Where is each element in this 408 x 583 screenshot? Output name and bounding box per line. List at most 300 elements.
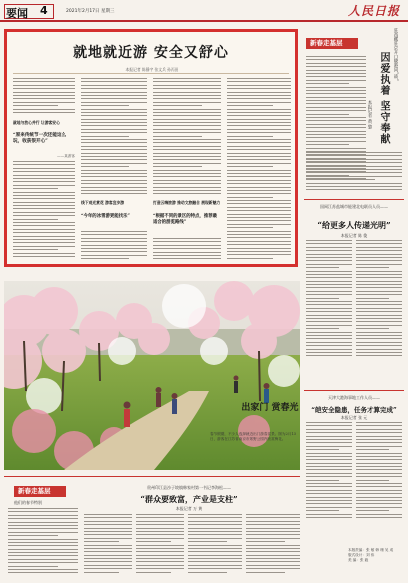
text-line [84,558,132,559]
text-line [306,87,366,88]
text-line [188,565,242,566]
text-line [153,112,221,113]
text-line [84,538,132,539]
text-line [306,264,352,265]
lead-article[interactable] [4,29,298,267]
lead-subhead-2: 线下观光赏花 游客宜步游 [81,200,125,205]
text-line [356,260,402,261]
text-line [306,159,402,160]
text-line [8,552,78,553]
text-line [84,548,132,549]
text-line [13,85,75,86]
text-line [306,422,352,423]
text-line [81,125,147,126]
text-line [306,301,352,302]
text-line [306,345,352,346]
text-line [306,183,402,184]
text-line [153,245,221,246]
text-line [227,88,291,89]
lead-byline: 本报记者 陈静宇 张文兵 孙丙田 [125,67,179,72]
text-line [153,125,221,126]
bottom-mid-text-3 [188,514,242,578]
text-line [306,473,352,474]
text-line [356,325,402,326]
text-line [188,541,227,542]
text-line [188,538,242,539]
text-line [306,425,352,426]
text-line [246,545,300,546]
text-line [227,139,291,140]
text-line [8,555,78,556]
text-line [227,200,291,201]
text-line [227,125,291,126]
text-line [153,252,221,253]
text-line [306,110,366,111]
text-line [81,231,147,232]
text-line [227,78,291,79]
text-line [306,107,366,108]
text-line [306,476,352,477]
text-line [306,308,352,309]
text-line [356,517,402,518]
text-line [8,528,78,529]
text-line [227,105,273,106]
text-line [13,249,58,250]
text-line [306,134,366,135]
text-line [136,551,184,552]
text-line [188,517,242,518]
text-line [81,139,147,140]
text-line [306,490,352,491]
text-line [13,164,75,165]
text-line [13,215,75,216]
credit-line: 美 编：张 毅 [348,558,369,562]
text-line [153,81,221,82]
text-line [306,304,352,305]
bottom-mid-byline: 本报记者 万 黄 [175,506,203,511]
text-line [306,321,352,322]
text-line [356,342,402,343]
text-line [246,555,300,556]
text-line [306,152,402,153]
text-line [246,541,285,542]
text-line [81,248,147,249]
text-line [356,243,402,244]
text-line [227,119,291,120]
lead-text-col-2 [81,78,147,198]
text-line [153,183,221,184]
text-line [306,254,352,255]
text-line [81,146,147,147]
text-line [13,109,75,110]
text-line [246,565,300,566]
text-line [81,112,147,113]
text-line [188,558,242,559]
text-line [356,240,402,241]
text-line [227,170,291,171]
text-line [306,141,366,142]
text-line [81,190,147,191]
text-line [13,185,75,186]
text-line [356,271,402,272]
text-line [306,281,352,282]
text-line [356,425,402,426]
text-line [306,517,352,518]
text-line [306,328,339,329]
text-line [306,349,352,350]
text-line [306,514,352,515]
text-line [13,105,58,106]
right-mid-headline[interactable]: “给更多人传递光明” [317,220,391,230]
text-line [356,493,402,494]
text-line [227,224,291,225]
text-line [81,149,147,150]
text-line [13,232,75,233]
text-line [356,287,402,288]
text-line [306,90,366,91]
text-line [306,124,366,125]
text-line [356,422,402,423]
text-line [84,572,119,573]
text-line [227,248,291,249]
column-tag-label: 新春走基层 [310,39,343,47]
text-line [81,193,147,194]
text-line [246,524,300,525]
text-line [227,234,291,235]
text-line [306,284,352,285]
text-line [227,166,273,167]
text-line [356,267,389,268]
text-line [8,545,78,546]
text-line [8,508,78,509]
text-line [306,507,352,508]
text-line [13,198,75,199]
text-line [84,555,132,556]
text-line [81,92,147,93]
text-line [188,534,242,535]
text-line [136,528,184,529]
text-line [306,483,352,484]
text-line [136,517,184,518]
text-line [356,338,402,339]
section-name: 要闻 [6,7,28,20]
text-line [356,510,389,511]
text-line [153,132,221,133]
text-line [81,241,147,242]
text-line [136,572,171,573]
text-line [227,159,291,160]
text-line [356,254,402,255]
right-top-text-2 [306,152,402,196]
text-line [13,161,75,162]
text-line [306,267,339,268]
text-line [81,102,147,103]
text-line [136,524,184,525]
text-line [306,493,352,494]
text-line [306,66,366,67]
text-line [81,88,147,89]
text-line [81,156,147,157]
text-line [306,240,352,241]
text-line [306,93,366,94]
credit-line: 本版责编：张 敏 韩 珊 吴 成 [348,548,394,552]
text-line [8,532,78,533]
text-line [306,103,366,104]
text-line [136,555,184,556]
newspaper-logo: 人民日报 [347,4,400,18]
text-line [13,192,75,193]
text-line [356,429,402,430]
text-line [356,345,402,346]
text-line [81,187,147,188]
text-line [153,129,221,130]
text-line [227,241,291,242]
text-line [153,193,221,194]
text-line [8,525,78,526]
text-line [13,81,75,82]
text-line [81,176,147,177]
masthead [0,0,408,22]
text-line [306,287,352,288]
text-line [356,274,402,275]
text-line [13,178,75,179]
text-line [306,80,366,81]
text-line [356,301,402,302]
text-line [153,190,221,191]
text-line [306,148,366,149]
text-line [136,548,184,549]
text-line [13,239,75,240]
text-line [81,170,147,171]
text-line [306,76,366,77]
bottom-mid-text-2 [136,514,184,578]
text-line [188,561,242,562]
text-line [356,432,402,433]
text-line [153,95,221,96]
text-line [153,258,221,259]
right-top-headline[interactable]: 因爱执着 坚守奉献 [378,52,389,145]
text-line [356,264,402,265]
text-line [356,294,402,295]
text-line [306,260,352,261]
text-line [306,162,402,163]
text-line [356,446,402,447]
text-line [306,243,352,244]
text-line [8,518,78,519]
text-line [227,95,291,96]
text-line [136,538,184,539]
text-line [84,514,132,515]
text-line [306,355,352,356]
text-line [153,176,221,177]
text-line [81,98,147,99]
text-line [136,545,184,546]
text-line [356,480,389,481]
text-line [13,246,75,247]
text-line [13,188,58,189]
text-line [306,446,352,447]
text-line [356,439,402,440]
text-line [227,207,291,208]
text-line [81,81,147,82]
photo-vertical-caption: 出家门 赏春光 [241,403,299,413]
text-line [188,548,242,549]
text-line [81,159,147,160]
text-line [306,463,352,464]
text-line [13,88,75,89]
text-line [81,142,147,143]
bottom-mid-kicker: 贵州印江县沙子坡镇韩家村第一书记李海松—— [147,485,231,490]
text-line [81,136,129,137]
text-line [306,277,352,278]
text-line [13,181,75,182]
text-line [153,139,221,140]
text-line [356,277,402,278]
text-line [227,180,291,181]
issue-date: 2021年2月17日 星期三 [66,9,115,14]
text-line [153,85,221,86]
text-line [306,466,352,467]
text-line [81,183,147,184]
text-line [13,171,75,172]
text-line [306,291,352,292]
text-line [188,568,242,569]
text-line [153,146,221,147]
text-line [306,155,402,156]
text-line [306,325,352,326]
text-line [8,539,78,540]
text-line [153,119,221,120]
text-line [356,436,402,437]
text-line [153,180,221,181]
column-tag-bottom-label: 新春走基层 [18,487,51,495]
text-line [306,486,352,487]
text-line [81,180,147,181]
text-line [246,561,300,562]
text-line [153,149,221,150]
text-line [8,511,78,512]
text-line [13,253,75,254]
text-line [153,78,221,79]
right-bottom-text [306,422,352,522]
text-line [13,256,75,257]
text-line [81,238,147,239]
text-line [356,503,402,504]
text-line [306,137,366,138]
text-line [84,534,132,535]
text-line [306,179,375,180]
text-line [306,338,352,339]
text-line [227,129,291,130]
text-line [84,524,132,525]
text-line [227,153,291,154]
text-line [84,521,132,522]
text-line [356,284,402,285]
text-line [153,170,221,171]
text-line [356,311,402,312]
text-line [306,250,352,251]
text-line [227,102,291,103]
text-line [356,247,402,248]
text-line [8,515,78,516]
text-line [306,247,352,248]
text-line [84,531,132,532]
text-line [356,352,402,353]
text-line [356,483,402,484]
text-line [84,568,132,569]
text-line [227,163,291,164]
text-line [8,522,78,523]
bottom-mid-text-1 [84,514,132,578]
text-line [227,156,291,157]
text-line [227,122,291,123]
text-line [84,545,132,546]
photo-caption: 春节假期，不少人选择就近出门游春赏景。图为2月13日，游客在江苏省南京市郊野公园内欣赏梅花。 [210,432,296,441]
text-line [81,78,147,79]
text-line [306,469,352,470]
text-line [356,514,402,515]
text-line [227,190,291,191]
text-line [136,568,184,569]
lead-text-col-3 [153,78,221,198]
text-line [13,202,75,203]
text-line [306,459,352,460]
text-line [356,335,402,336]
text-line [188,521,242,522]
right-bottom-byline: 本报记者 张 元 [340,415,368,420]
text-line [13,95,75,96]
text-line [81,85,147,86]
text-line [246,558,300,559]
text-line [246,551,300,552]
text-line [356,315,402,316]
text-line [13,205,75,206]
lead-subhead-1: 就地与放心并行 让游客安心 [13,120,60,125]
text-line [8,549,78,550]
text-line [81,132,147,133]
text-line [246,568,300,569]
text-line [227,136,273,137]
text-line [13,212,75,213]
text-line [188,524,242,525]
text-line [81,129,147,130]
text-line [306,186,402,187]
text-line [84,517,132,518]
text-line [81,122,147,123]
text-line [356,507,402,508]
text-line [227,109,291,110]
text-line [81,173,147,174]
bottom-mid-headline[interactable]: “群众要致富，产业是支柱” [140,494,238,504]
right-mid-text [306,240,352,360]
text-line [306,97,366,98]
text-line [306,432,352,433]
lead-quote-2: “今年的冰雪游更能找乐” [81,214,130,219]
text-line [306,172,402,173]
text-line [84,565,132,566]
text-line [84,528,132,529]
text-line [13,168,75,169]
text-line [153,102,221,103]
right-bottom-headline[interactable]: “皑安全隐患，任务才算完成” [311,406,397,414]
bottom-left-text [8,508,78,578]
text-line [227,112,291,113]
right-mid-text-2 [356,240,402,360]
right-top-kicker: 驻西藏驻京开口晓港同“战” [393,28,398,81]
text-line [227,85,291,86]
text-line [306,189,402,190]
text-line [13,92,75,93]
